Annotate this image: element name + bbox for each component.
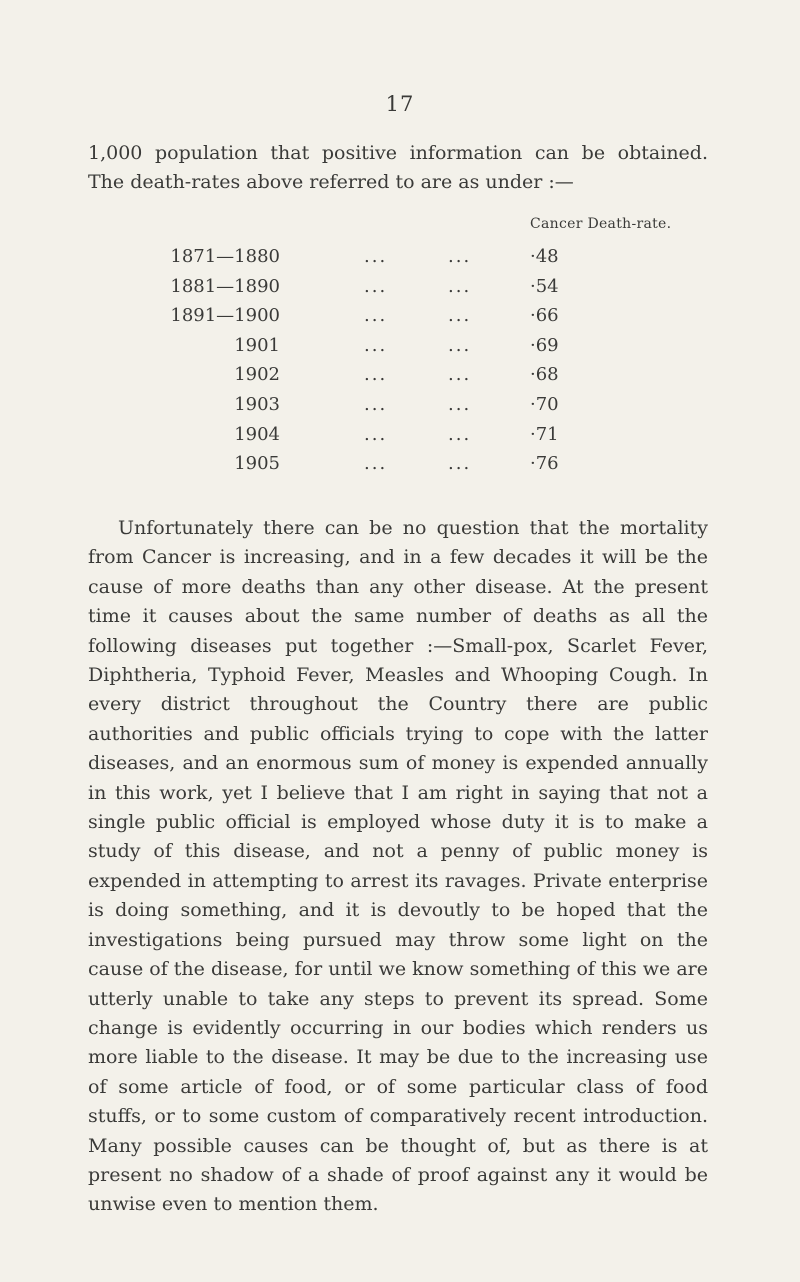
leader-dots: ...	[364, 305, 388, 327]
death-rate-table	[0, 246, 800, 483]
rate-cell: ·54	[530, 275, 559, 297]
body-paragraph: Unfortunately there can be no question that the mortality from Cancer is increasing, and in a few decades it will be the cause of more deaths than any other disease. At the present time it causes about the same number of deaths as all the following diseases put together :—Small-pox, Scarlet Fever, Diphtheria, Typhoid Fever, Measles and Whooping Cough. In every district throughout the Country there are public authorities and public officials trying to cope with the latter diseases, and an enormous sum of money is expended annually in this work, yet I believe that I am right in saying that not a single public official is employed whose duty it is to make a study of this disease, and not a penny of public money is expended in attempting to arrest its ravages. Private enterprise is doing something, and it is devoutly to be hoped that the investigations being pursued may throw some light on the cause of the disease, for until we know something of this we are utterly unable to take any steps to prevent its spread. Some change is evidently occurring in our bodies which renders us more liable to the disease. It may be due to the increasing use of some article of food, or of some particular class of food stuffs, or to some custom of comparatively recent introduction. Many possible causes can be thought of, but as there is at present no shadow of a shade of proof against any it would be unwise even to mention them.	[88, 517, 708, 1216]
period-cell: 1881—1890	[170, 275, 280, 297]
rate-cell: ·48	[530, 246, 559, 267]
period-cell: 1904	[234, 423, 280, 445]
table-column-header: Cancer Death-rate.	[530, 216, 672, 232]
table-row	[0, 305, 800, 335]
table-row	[0, 276, 800, 306]
leader-dots: ...	[364, 246, 388, 267]
period-cell: 1901	[234, 334, 280, 356]
table-row	[0, 246, 800, 276]
rate-cell: ·68	[530, 364, 559, 386]
leader-dots: ...	[448, 423, 472, 445]
leader-dots: ...	[448, 393, 472, 415]
rate-cell: ·66	[530, 305, 559, 327]
intro-paragraph	[88, 139, 708, 198]
leader-dots: ...	[448, 275, 472, 297]
rate-cell: ·70	[530, 393, 559, 415]
leader-dots: ...	[448, 246, 472, 267]
period-cell: 1905	[234, 453, 280, 475]
leader-dots: ...	[448, 453, 472, 475]
table-row	[0, 424, 800, 454]
leader-dots: ...	[364, 334, 388, 356]
period-cell: 1903	[234, 393, 280, 415]
rate-cell: ·69	[530, 334, 559, 356]
table-row	[0, 335, 800, 365]
table-row	[0, 453, 800, 483]
table-row	[0, 394, 800, 424]
leader-dots: ...	[448, 364, 472, 386]
leader-dots: ...	[364, 364, 388, 386]
leader-dots: ...	[364, 393, 388, 415]
period-cell: 1891—1900	[170, 305, 280, 327]
leader-dots: ...	[448, 334, 472, 356]
rate-cell: ·76	[530, 453, 559, 475]
intro-line-2: The death-rates above referred to are as under :—	[88, 171, 574, 194]
leader-dots: ...	[448, 305, 472, 327]
intro-line-1: 1,000 population that positive information can be obtained.	[88, 142, 708, 164]
period-cell: 1902	[234, 364, 280, 386]
rate-cell: ·71	[530, 423, 559, 445]
table-row	[0, 364, 800, 394]
page-number: 17	[385, 92, 415, 116]
leader-dots: ...	[364, 275, 388, 297]
leader-dots: ...	[364, 423, 388, 445]
period-cell: 1871—1880	[170, 246, 280, 267]
leader-dots: ...	[364, 453, 388, 475]
